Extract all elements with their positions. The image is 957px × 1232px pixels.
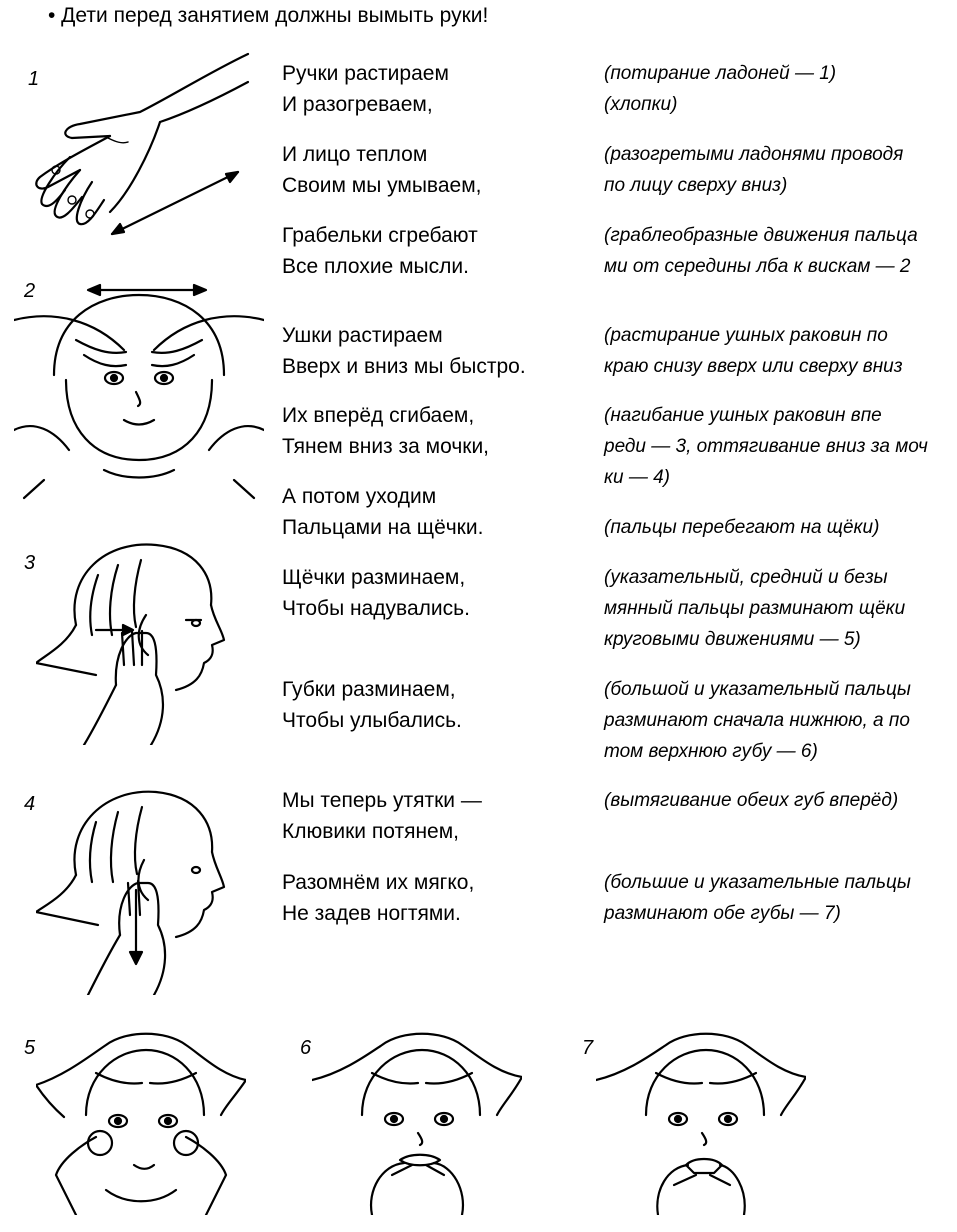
verse-5: Их вперёд сгибаем, Тянем вниз за мочки, — [282, 404, 490, 458]
forehead-rake-illustration — [14, 280, 264, 500]
duck-lips-illustration — [596, 1025, 806, 1215]
note-1: (потирание ладоней — 1) (хлопки) — [604, 63, 837, 115]
note-7: (указательный, средний и безы мянный пальцы разминают щёки круговыми движениями — 5) — [604, 567, 906, 650]
intro-instruction: • Дети перед занятием должны вымыть руки! — [48, 4, 489, 27]
figure-number-7: 7 — [582, 1037, 594, 1059]
note-10: (большие и указательные пальцы разминают обе губы — 7) — [604, 872, 911, 924]
note-4: (растирание ушных раковин по краю снизу вверх или сверху вниз — [604, 325, 903, 377]
cheek-circles-illustration — [36, 1025, 246, 1215]
figure-number-5: 5 — [24, 1037, 36, 1059]
figure-number-6: 6 — [300, 1037, 312, 1059]
verse-3: Грабельки сгребают Все плохие мысли. — [282, 224, 478, 278]
verse-1: Ручки растираем И разогреваем, — [282, 62, 449, 116]
verse-7: Щёчки разминаем, Чтобы надувались. — [282, 566, 470, 620]
hands-rubbing-illustration — [20, 52, 250, 242]
verse-2: И лицо теплом Своим мы умываем, — [282, 143, 482, 197]
note-2: (разогретыми ладонями проводя по лицу сверху вниз) — [604, 144, 904, 196]
figure-number-4: 4 — [24, 793, 36, 815]
lip-massage-illustration — [312, 1025, 522, 1215]
verse-6: А потом уходим Пальцами на щёчки. — [282, 485, 484, 539]
earlobe-pull-illustration — [36, 780, 236, 995]
verse-4: Ушки растираем Вверх и вниз мы быстро. — [282, 324, 526, 378]
verse-9: Мы теперь утятки — Клювики потянем, — [282, 789, 482, 843]
verse-8: Губки разминаем, Чтобы улыбались. — [282, 678, 462, 732]
cheek-massage-illustration — [36, 535, 236, 745]
verse-10: Разомнём их мягко, Не задев ногтями. — [282, 871, 475, 925]
note-9: (вытягивание обеих губ вперёд) — [604, 790, 899, 811]
note-5: (нагибание ушных раковин впе реди — 3, оттягивание вниз за моч ки — 4) — [604, 405, 928, 488]
figure-number-3: 3 — [24, 552, 36, 574]
note-6: (пальцы перебегают на щёки) — [604, 517, 880, 538]
note-8: (большой и указательный пальцы разминают сначала нижнюю, а по том верхнюю губу — 6) — [604, 679, 911, 762]
note-3: (граблеобразные движения пальца ми от середины лба к вискам — 2 — [604, 225, 918, 277]
figure-number-1: 1 — [28, 68, 40, 90]
figure-number-2: 2 — [24, 280, 36, 302]
